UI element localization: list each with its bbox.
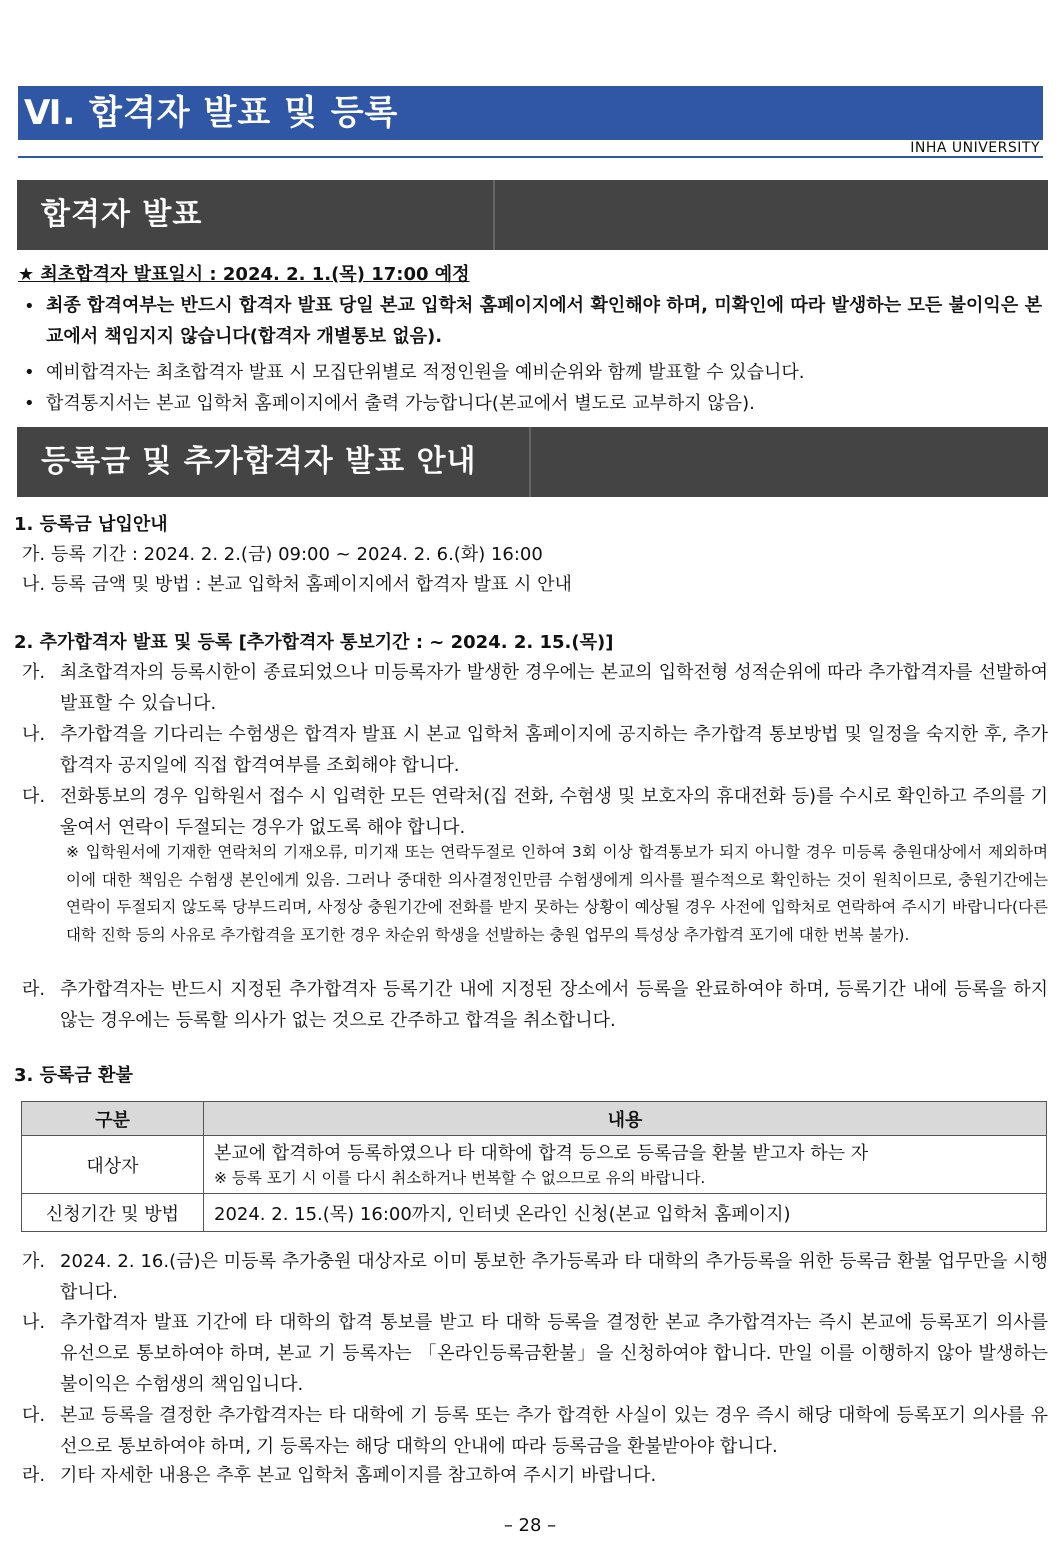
chapter-rule [18,156,1043,158]
section-bar-announcement [17,180,1048,250]
list-label: 라. [22,979,46,1000]
item3-heading: 3. 등록금 환불 [14,1065,133,1086]
bullet-certificate: 합격통지서는 본교 입학처 홈페이지에서 출력 가능합니다(본교에서 별도로 교부하지 않음). [46,393,755,414]
refund-header-category: 구분 [22,1102,204,1136]
list-label: 다. [22,1405,46,1426]
list-label: 가. [22,1251,46,1272]
item3-ra: 기타 자세한 내용은 추후 본교 입학처 홈페이지를 참고하여 주시기 바랍니다. [60,1465,657,1486]
bullet-icon: • [24,393,35,414]
bullet-icon: • [24,362,35,383]
item3-da: 본교 등록을 결정한 추가합격자는 타 대학에 기 등록 또는 추가 합격한 사실이 있는 경우 즉시 해당 대학에 등록포기 의사를 유선으로 통보하여야 하며, 기 등록자는 해당 대학의 안내에 따라 등록금을 환불받아야 합니다. [60,1405,1048,1457]
list-label: 나. [22,724,46,745]
section-title: 합격자 발표 [41,197,203,232]
refund-table [21,1101,1047,1232]
list-label: 가. [22,662,46,683]
chapter-title: Ⅵ. 합격자 발표 및 등록 [18,86,1043,140]
refund-header-content: 내용 [204,1102,1047,1136]
item3-ga: 2024. 2. 16.(금)은 미등록 추가충원 대상자로 이미 통보한 추가등록과 타 대학의 추가등록을 위한 등록금 환불 업무만을 시행합니다. [60,1251,1048,1303]
refund-target-note: ※ 등록 포기 시 이를 다시 취소하거나 번복할 수 없으므로 유의 바랍니다. [214,1168,706,1187]
refund-row-content [204,1136,1047,1194]
item1-ga: 가. 등록 기간 : 2024. 2. 2.(금) 09:00 ~ 2024. 2. 6.(화) 16:00 [22,544,543,565]
section-divider [493,180,495,250]
item1-heading: 1. 등록금 납입안내 [14,514,168,535]
list-label: 다. [22,786,46,807]
section-title: 등록금 및 추가합격자 발표 안내 [41,444,477,479]
bullet-final-check: 최종 합격여부는 반드시 합격자 발표 당일 본교 입학처 홈페이지에서 확인해야 하며, 미확인에 따라 발생하는 모든 불이익은 본교에서 책임지지 않습니다(합격자 개별통보 없음). [46,295,1042,347]
list-label: 나. [22,1312,46,1333]
item2-heading: 2. 추가합격자 발표 및 등록 [추가합격자 통보기간 : ~ 2024. 2. 15.(목)] [14,632,614,653]
bullet-reserve: 예비합격자는 최초합격자 발표 시 모집단위별로 적정인원을 예비순위와 함께 발표할 수 있습니다. [46,362,805,383]
page-number: – 28 – [503,1515,557,1536]
item2-note: ※ 입학원서에 기재한 연락처의 기재오류, 미기재 또는 연락두절로 인하여 3회 이상 합격통보가 되지 아니할 경우 미등록 충원대상에서 제외하며 이에 대한 책임은 수험생 본인에게 있음. 그러나 중대한 의사결정인만큼 수험생에게 의사를 필수적으로 확인하는 것이 원칙이므로, 충원기간에는 연락이 두절되지 않도록 당부드리며, 사정상 충원기간에 전화를 받지 못하는 상황이 예상될 경우 사전에 입학처로 연락하여 주시기 바랍니다(다른 대학 진학 등의 사유로 추가합격을 포기한 경우 차순위 학생을 선발하는 충원 업무의 특성상 추가합격 포기에 대한 번복 불가). [66,843,1048,944]
item1-na: 나. 등록 금액 및 방법 : 본교 입학처 홈페이지에서 합격자 발표 시 안내 [22,574,572,595]
refund-target-text: 본교에 합격하여 등록하였으나 타 대학에 합격 등으로 등록금을 환불 받고자 하는 자 [214,1142,869,1164]
item2-na: 추가합격을 기다리는 수험생은 합격자 발표 시 본교 입학처 홈페이지에 공지하는 추가합격 통보방법 및 일정을 숙지한 후, 추가합격자 공지일에 직접 합격여부를 조회해야 합니다. [60,724,1048,776]
list-label: 라. [22,1465,46,1486]
item2-ra: 추가합격자는 반드시 지정된 추가합격자 등록기간 내에 지정된 장소에서 등록을 완료하여야 하며, 등록기간 내에 등록을 하지 않는 경우에는 등록할 의사가 없는 것으로 간주하고 합격을 취소합니다. [60,979,1048,1031]
item2-ga: 최초합격자의 등록시한이 종료되었으나 미등록자가 발생한 경우에는 본교의 입학전형 성적순위에 따라 추가합격자를 선발하여 발표할 수 있습니다. [60,662,1048,714]
refund-period-text: 2024. 2. 15.(목) 16:00까지, 인터넷 온라인 신청(본교 입학처 홈페이지) [204,1194,1047,1232]
item3-na: 추가합격자 발표 기간에 타 대학의 합격 통보를 받고 타 대학 등록을 결정한 본교 추가합격자는 즉시 본교에 등록포기 의사를 유선으로 통보하여야 하며, 본교 기 등록자는 「온라인등록금환불」을 신청하여야 합니다. 만일 이를 이행하지 않아 발생하는 불이익은 수험생의 책임입니다. [60,1312,1048,1395]
refund-row-label: 대상자 [22,1136,204,1194]
item2-da: 전화통보의 경우 입학원서 접수 시 입력한 모든 연락처(집 전화, 수험생 및 보호자의 휴대전화 등)를 수시로 확인하고 주의를 기울여서 연락이 두절되는 경우가 없도록 해야 합니다. [60,786,1048,838]
announcement-date: ★ 최초합격자 발표일시 : 2024. 2. 1.(목) 17:00 예정 [18,264,470,285]
section-divider [529,427,531,497]
bullet-icon: • [24,296,35,317]
section-bar-registration [17,427,1048,497]
university-label: INHA UNIVERSITY [910,140,1040,156]
refund-row-label: 신청기간 및 방법 [22,1194,204,1232]
